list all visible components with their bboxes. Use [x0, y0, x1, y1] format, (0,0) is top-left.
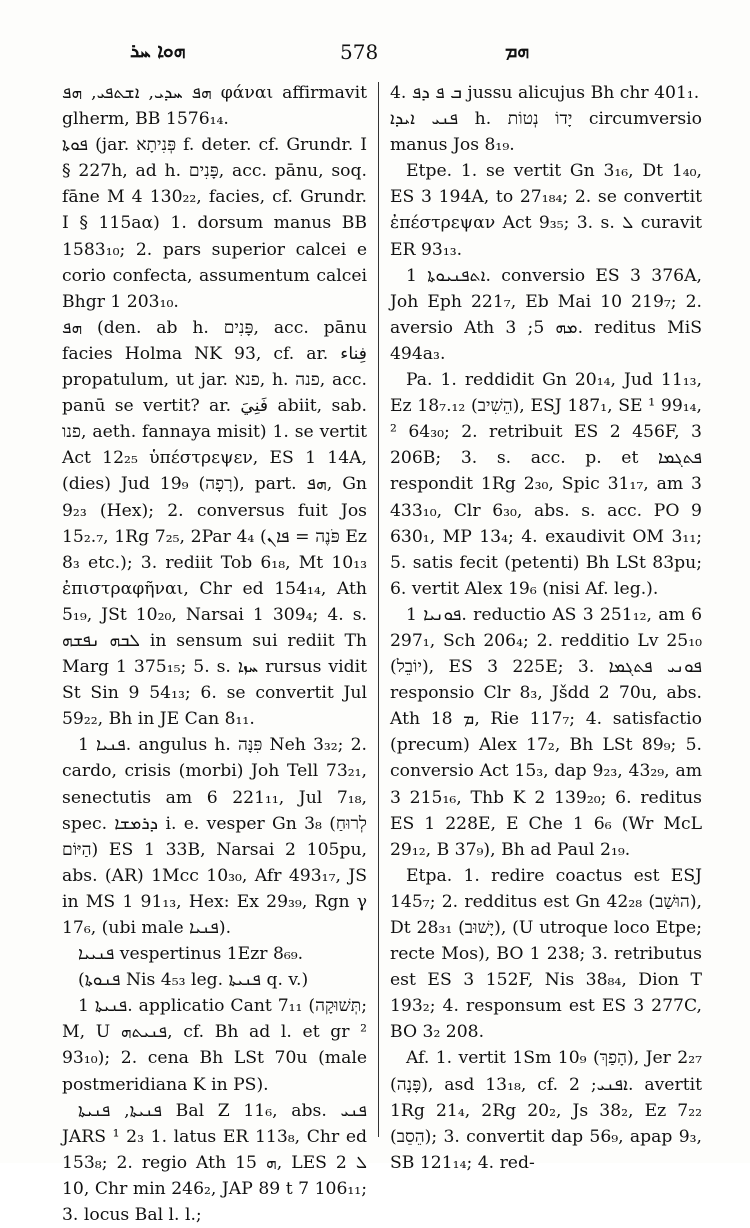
- page-header: [0, 40, 750, 70]
- dictionary-entry: ܦܢܝܐ 1. angulus h. פִּנָּה Neh 3₃₂; 2. cardo, crisis (morbi) Joh Tell 73₂₁, senectutis am 6 221₁₁, Jul 7₁₈, spec. ܕܪܡܫܐ i. e. vesper Gn 3₈ (לְרוּחַ הַיּוֹם) ES 1 33B, Narsai 2 105pu, abs. (AR) 1Mcc 10₃₀, Afr 493₁₇, JS in MS 1 91₁₃, Hex: Ex 29₃₉, Rgn γ 17₆, (ubi male ܦܢܝܐ).: [62, 735, 367, 938]
- running-head-left: ܗܘܐ ܚܪ: [130, 40, 186, 62]
- dictionary-entry: ܦܢܝܬܐ, ܦܢܝܬܐ Bal Z 11₆, abs. ܦܢܝ JARS ¹ 2₃ 1. latus ER 113₈, Chr ed 153₈; 2. regio Ath ܗ 15, LES 2 ܠ 10, Chr min 246₂, JAP 89 t 7 106₁₁; 3. locus Bal l. l.;: [62, 1100, 368, 1226]
- dictionary-entry: ܦܢܝܝܐ vespertinus 1Ezr 8₆₉.: [78, 944, 304, 965]
- left-column: [62, 80, 367, 1228]
- dictionary-entry: Etpa. 1. redire coactus est ESJ 145₇; 2. redditus est Gn 42₂₈ (הוּשַׁב), Dt 28₃₁ (יָשׁוּב), (U utroque loco Etpe; recte Mos), BO 1 238; 3. retributus est ES 3 152F, Nis 38₈₄, Dion T 193₂; 4. responsum est ES 3 277C, BO 3₂ 208.: [390, 865, 702, 1043]
- dictionary-entry: ܗܦ ܚܕܝ, ܐܫܬܦܝ, ܗܦ φάναι affirmavit glherm, BB 1576₁₄.: [62, 83, 367, 130]
- running-head-right: ܗܡ: [505, 40, 530, 62]
- column-divider: [378, 82, 379, 1137]
- dictionary-entry: 4. ܒ ܦ ܕܦ jussu alicujus Bh chr 401₁.: [390, 83, 700, 103]
- dictionary-entry: Af. 1. vertit 1Sm 10₉ (הָפַךְ), Jer 2₂₇ (פָּנָה), asd 13₁₈, cf. ܐܦܢܝ; 2. avertit 1Rg 21₄, 2Rg 20₂, Js 38₂, Ez 7₂₂ (הֵסֵב); 3. convertit dap 56₉, apap 9₃, SB 121₁₄; 4. red-: [390, 1048, 703, 1173]
- dictionary-entry: ܐܬܦܢܝܘܬܐ 1. conversio ES 3 376A, Joh Eph 221₇, Eb Mai 10 219₇; 2. aversio Ath ܡܗ 5; 3. reditus MiS 494a₃.: [390, 265, 702, 364]
- dictionary-entry: ܗܦ (den. ab h. פָּנִים, acc. pānu facies Holma NK 93, cf. ar. فِناء propatulum, ut jar. פנא, h. פנה, acc. panū se vertit? ar. فَنِيَ abiit, sab. פנו, aeth. fannaya misit) 1. se vertit Act 12₂₅ ὑπέστρεψεν, ES 1 14A, (dies) Jud 19₉ (רָפָה), part. ܗܦ, Gn 9₂₃ (Hex); 2. conversus fuit Jos 15₂.₇, 1Rg 7₂₅, 2Par 4₄ (פֹּנֶה = ܦܐܢ Ez 8₃ etc.); 3. rediit Tob 6₁₈, Mt 10₁₃ ἐπιστραφῆναι, Chr ed 154₁₄, Ath 5₁₉, JSt 10₂₀, Narsai 1 309₄; 4. s. ܠܒܗ ܢܦܫܗ in sensum sui rediit Th Marg 1 375₁₅; 5. s. ܚܙܐ rursus vidit St Sin 9 54₁₃; 6. se convertit Jul 59₂₂, Bh in JE Can 8₁₁.: [62, 317, 367, 730]
- right-column: [390, 80, 702, 1176]
- dictionary-entry: (ܦܢܘܬܐ Nis 4₅₃ leg. ܦܢܝܬܐ q. v.): [78, 970, 309, 991]
- dictionary-entry: Pa. 1. reddidit Gn 20₁₄, Jud 11₁₃, Ez 18₇.₁₂ (הֵשִׁיב), ESJ 187₁, SE ¹ 99₁₄, ² 64₃₀; 2. retribuit ES 2 456F, 3 206B; 3. s. acc. p. et ܦܬܓܡܐ respondit 1Rg 2₃₀, Spic 31₁₇, am 3 433₁₀, Clr 6₃₀, abs. s. acc. PO 9 630₁, MP 13₄; 4. exaudivit OM 3₁₁; 5. satis fecit (petenti) Bh LSt 83pu; 6. vertit Alex 19₆ (nisi Af. leg.).: [390, 370, 702, 599]
- dictionary-entry: ܦܢܝܬܐ 1. applicatio Cant 7₁₁ (תְּשׁוּקָה; M, U ܦܢܝܬܗ, cf. Bh ad l. et gr ² 93₁₀); 2. cena Bh LSt 70u (male postmeridiana K in PS).: [62, 996, 367, 1095]
- dictionary-entry: ܦܘܢܝܐ 1. reductio AS 3 251₁₂, am 6 297₁, Sch 206₄; 2. redditio Lv 25₁₀ (יוֹבֵל), ES 3 225E; 3. ܦܘܢܝ ܦܬܓܡܐ responsio Clr 8₃, Jšdd 2 70u, abs. Ath ܡ 18, Rie 117₇; 4. satisfactio (precum) Alex 17₂, Bh LSt 89₉; 5. conversio Act 15₃, dap 9₂₃, 43₂₉, am 3 215₁₆, Thb K 2 139₂₀; 6. reditus ES 1 228E, E Che 1 6₆ (Wr McL 29₁₂, B 37₉), Bh ad Paul 2₁₉.: [390, 604, 703, 860]
- dictionary-entry: Etpe. 1. se vertit Gn 3₁₆, Dt 1₄₀, ES 3 194A, to 27₁₈₄; 2. se convertit ἐπέστρεψαν Act 9₃₅; 3. s. ܠ curavit ER 93₁₃.: [390, 161, 702, 260]
- dictionary-entry: ܦܢܝ ܐܝܕܐ h. יָדוֹ נְטוֹת circumversio manus Jos 8₁₉.: [390, 109, 703, 156]
- page-number: 578: [340, 40, 379, 64]
- dictionary-entry: ܦܘܬܐ (jar. פְּנִיתָא f. deter. cf. Grundr. I § 227h, ad h. פָּנִים, acc. pānu, soq. fāne M 4 130₂₂, facies, cf. Grundr. I § 115aα) 1. dorsum manus BB 1583₁₀; 2. pars superior calcei e corio confecta, assumentum calcei Bhgr 1 203₁₀.: [62, 135, 368, 312]
